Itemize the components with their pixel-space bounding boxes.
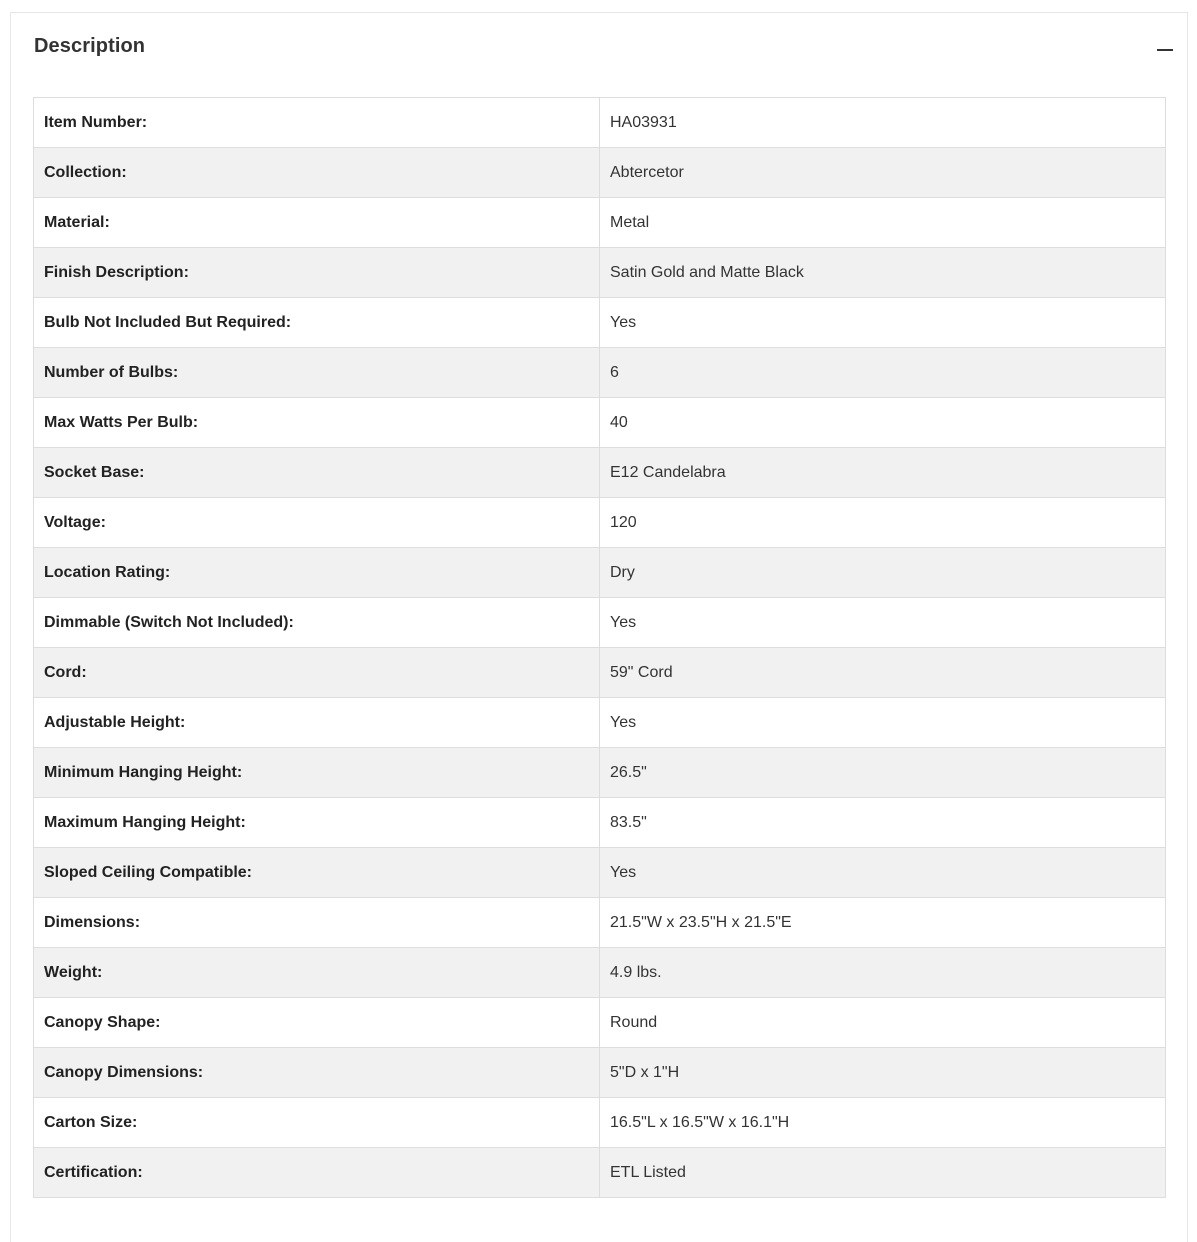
minus-icon[interactable] <box>1155 39 1177 61</box>
spec-value: Metal <box>600 198 1166 248</box>
spec-label: Carton Size: <box>34 1098 600 1148</box>
table-row <box>34 748 1166 798</box>
spec-label: Item Number: <box>34 98 600 148</box>
table-row <box>34 648 1166 698</box>
spec-label: Collection: <box>34 148 600 198</box>
spec-value: Dry <box>600 548 1166 598</box>
minus-icon-bar <box>1157 49 1173 51</box>
table-row <box>34 898 1166 948</box>
section-title: Description <box>34 35 146 57</box>
spec-label: Adjustable Height: <box>34 698 600 748</box>
spec-value: 40 <box>600 398 1166 448</box>
table-row <box>34 198 1166 248</box>
spec-value: 4.9 lbs. <box>600 948 1166 998</box>
table-row <box>34 848 1166 898</box>
table-row <box>34 298 1166 348</box>
table-row <box>34 498 1166 548</box>
spec-value: ETL Listed <box>600 1148 1166 1198</box>
spec-label: Number of Bulbs: <box>34 348 600 398</box>
spec-label: Sloped Ceiling Compatible: <box>34 848 600 898</box>
spec-label: Max Watts Per Bulb: <box>34 398 600 448</box>
spec-value: Yes <box>600 698 1166 748</box>
table-row <box>34 948 1166 998</box>
spec-value: 5"D x 1"H <box>600 1048 1166 1098</box>
spec-value: HA03931 <box>600 98 1166 148</box>
table-row <box>34 1048 1166 1098</box>
spec-value: 120 <box>600 498 1166 548</box>
table-row <box>34 548 1166 598</box>
spec-label: Canopy Dimensions: <box>34 1048 600 1098</box>
table-row <box>34 448 1166 498</box>
spec-label: Socket Base: <box>34 448 600 498</box>
spec-value: Round <box>600 998 1166 1048</box>
table-row <box>34 398 1166 448</box>
spec-value: 21.5"W x 23.5"H x 21.5"E <box>600 898 1166 948</box>
description-panel-header[interactable] <box>11 13 1187 85</box>
table-row <box>34 98 1166 148</box>
table-row <box>34 798 1166 848</box>
table-row <box>34 598 1166 648</box>
spec-label: Dimensions: <box>34 898 600 948</box>
spec-value: 16.5"L x 16.5"W x 16.1"H <box>600 1098 1166 1148</box>
spec-label: Voltage: <box>34 498 600 548</box>
spec-value: 83.5" <box>600 798 1166 848</box>
table-row <box>34 698 1166 748</box>
table-row <box>34 248 1166 298</box>
table-row <box>34 998 1166 1048</box>
spec-value: Abtercetor <box>600 148 1166 198</box>
spec-value: 26.5" <box>600 748 1166 798</box>
spec-label: Dimmable (Switch Not Included): <box>34 598 600 648</box>
table-row <box>34 1148 1166 1198</box>
spec-value: E12 Candelabra <box>600 448 1166 498</box>
spec-label: Canopy Shape: <box>34 998 600 1048</box>
spec-value: 59" Cord <box>600 648 1166 698</box>
spec-label: Minimum Hanging Height: <box>34 748 600 798</box>
spec-label: Bulb Not Included But Required: <box>34 298 600 348</box>
table-row <box>34 148 1166 198</box>
spec-value: Satin Gold and Matte Black <box>600 248 1166 298</box>
spec-label: Certification: <box>34 1148 600 1198</box>
spec-label: Weight: <box>34 948 600 998</box>
spec-label: Finish Description: <box>34 248 600 298</box>
specs-table <box>33 97 1166 1198</box>
table-row <box>34 1098 1166 1148</box>
spec-value: 6 <box>600 348 1166 398</box>
description-panel <box>10 12 1188 1242</box>
spec-value: Yes <box>600 298 1166 348</box>
spec-label: Location Rating: <box>34 548 600 598</box>
spec-value: Yes <box>600 848 1166 898</box>
specs-table-body <box>34 98 1166 1198</box>
table-row <box>34 348 1166 398</box>
spec-label: Cord: <box>34 648 600 698</box>
spec-value: Yes <box>600 598 1166 648</box>
spec-label: Maximum Hanging Height: <box>34 798 600 848</box>
spec-label: Material: <box>34 198 600 248</box>
